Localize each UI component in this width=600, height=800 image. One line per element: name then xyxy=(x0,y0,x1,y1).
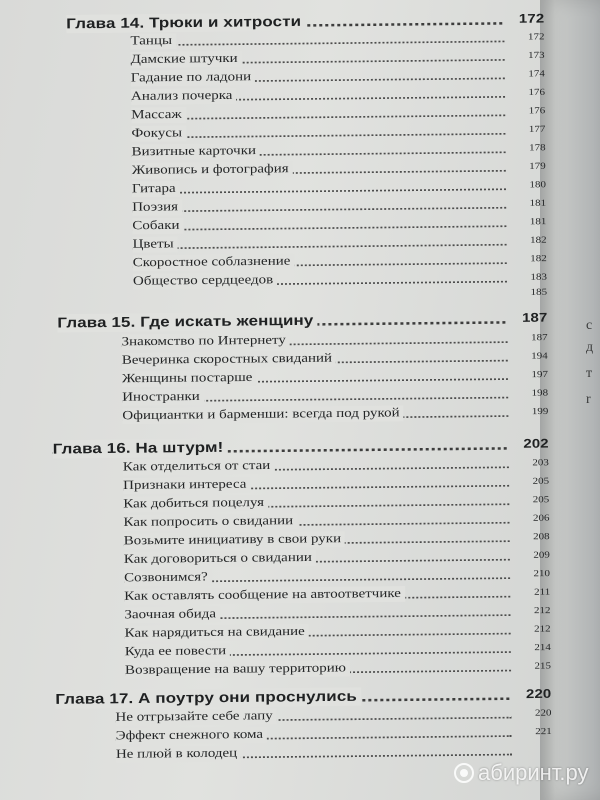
entry-title: Эффект снежного кома xyxy=(116,727,268,745)
entry-title: Заочная обида xyxy=(124,606,220,623)
entry-title: Фокусы xyxy=(131,125,186,142)
entry-title: Гитара xyxy=(132,181,180,197)
entry-title: Танцы xyxy=(130,33,176,49)
entry-title: Собаки xyxy=(132,218,183,234)
entry-title: Гадание по ладони xyxy=(131,69,255,86)
entry-title: Дамские штучки xyxy=(131,51,242,68)
entry-title: Не отгрызайте себе лапу xyxy=(115,708,276,726)
entry-title: Визитные карточки xyxy=(132,143,261,160)
entry-page-number: 182 xyxy=(530,253,547,264)
entry-title: Иностранки xyxy=(122,389,204,406)
entry-title: Не плюй в колодец xyxy=(116,746,241,763)
chapter-title: Глава 15. Где искать женщину xyxy=(57,311,317,332)
entry-title: Как договориться о свидании xyxy=(124,550,316,568)
entry-page-number: 181 xyxy=(529,198,547,209)
entry-title: Как отделиться от стаи xyxy=(123,458,275,476)
entry-title: Знакомство по Интернету xyxy=(122,333,290,351)
entry-title: Живопись и фотография xyxy=(132,161,293,179)
chapter-page-number: 172 xyxy=(518,11,545,27)
entry-title: Вечеринка скоростных свиданий xyxy=(122,351,336,369)
entry-page-number: 172 xyxy=(527,31,545,43)
chapter-title: Глава 14. Трюки и хитрости xyxy=(66,12,305,33)
entry-page-number: 179 xyxy=(529,161,546,172)
entry-title: Скоростное соблазнение xyxy=(133,254,295,272)
entry-page-number: 185 xyxy=(530,287,548,298)
entry-title: Цветы xyxy=(132,236,177,252)
entry-page-number: 215 xyxy=(534,660,552,672)
entry-title: Как добиться поцелуя xyxy=(123,495,268,512)
entry-page-number: 203 xyxy=(532,457,549,468)
entry-title: Официантки и барменши: всегда под рукой xyxy=(122,405,403,424)
entry-title: Массаж xyxy=(131,107,186,124)
entry-title: Поэзия xyxy=(132,199,182,215)
entry-page-number: 173 xyxy=(528,50,545,61)
entry-page-number: 183 xyxy=(530,271,547,283)
chapter-page-number: 187 xyxy=(521,310,548,326)
entry-page-number: 206 xyxy=(532,513,550,524)
chapter-title: Глава 16. На штурм! xyxy=(53,438,228,458)
entry-title: Как оставлять сообщение на автоответчике xyxy=(124,586,405,605)
entry-page-number: 220 xyxy=(534,707,552,719)
entry-page-number: 209 xyxy=(533,550,550,561)
entry-page-number: 180 xyxy=(529,179,547,190)
entry-page-number: 181 xyxy=(529,216,547,227)
entry-title: Женщины постарше xyxy=(122,370,257,387)
entry-title: Куда ее повести xyxy=(125,643,231,660)
chapter-page-number: 202 xyxy=(523,436,549,452)
entry-title: Анализ почерка xyxy=(131,88,237,105)
entry-page-number: 182 xyxy=(529,235,547,246)
entry-page-number: 212 xyxy=(533,605,551,616)
entry-page-number: 194 xyxy=(531,350,548,362)
entry-page-number: 214 xyxy=(534,642,551,653)
margin-mark: т xyxy=(586,366,593,381)
entry-title: Как попросить о свидании xyxy=(123,513,297,531)
margin-mark: r xyxy=(586,392,591,407)
entry-page-number: 210 xyxy=(533,568,551,579)
entry-page-number: 176 xyxy=(528,105,546,116)
entry-page-number: 198 xyxy=(531,387,549,399)
entry-page-number: 221 xyxy=(535,726,552,737)
entry-title: Общество сердцеедов xyxy=(133,272,277,289)
entry-page-number: 211 xyxy=(534,586,551,598)
entry-page-number: 205 xyxy=(532,494,550,505)
entry-page-number: 177 xyxy=(528,124,546,135)
entry-page-number: 187 xyxy=(531,332,548,343)
entry-page-number: 199 xyxy=(531,406,549,417)
entry-title: Созвонимся? xyxy=(124,570,212,587)
watermark-text: абиринт.ру xyxy=(478,760,589,785)
chapter-page-number: 220 xyxy=(525,686,552,702)
entry-title: Возвращение на вашу территорию xyxy=(125,660,350,678)
margin-mark: с xyxy=(586,318,593,333)
entry-page-number: 208 xyxy=(533,531,550,542)
table-of-contents-chapter-17 xyxy=(40,0,535,800)
entry-title: Возьмите инициативу в свои руки xyxy=(124,531,346,549)
entry-title: Как нарядиться на свидание xyxy=(125,624,309,642)
entry-page-number: 197 xyxy=(531,369,549,380)
chapter-title: Глава 17. А поутру они проснулись xyxy=(55,687,361,709)
entry-page-number: 205 xyxy=(532,476,550,487)
entry-page-number: 174 xyxy=(528,68,545,79)
margin-mark: д xyxy=(586,340,594,355)
entry-page-number: 178 xyxy=(529,142,546,153)
entry-title: Признаки интереса xyxy=(123,477,251,494)
adjacent-page-edge xyxy=(540,0,600,800)
entry-page-number: 212 xyxy=(534,623,551,635)
entry-page-number: 176 xyxy=(528,87,546,98)
